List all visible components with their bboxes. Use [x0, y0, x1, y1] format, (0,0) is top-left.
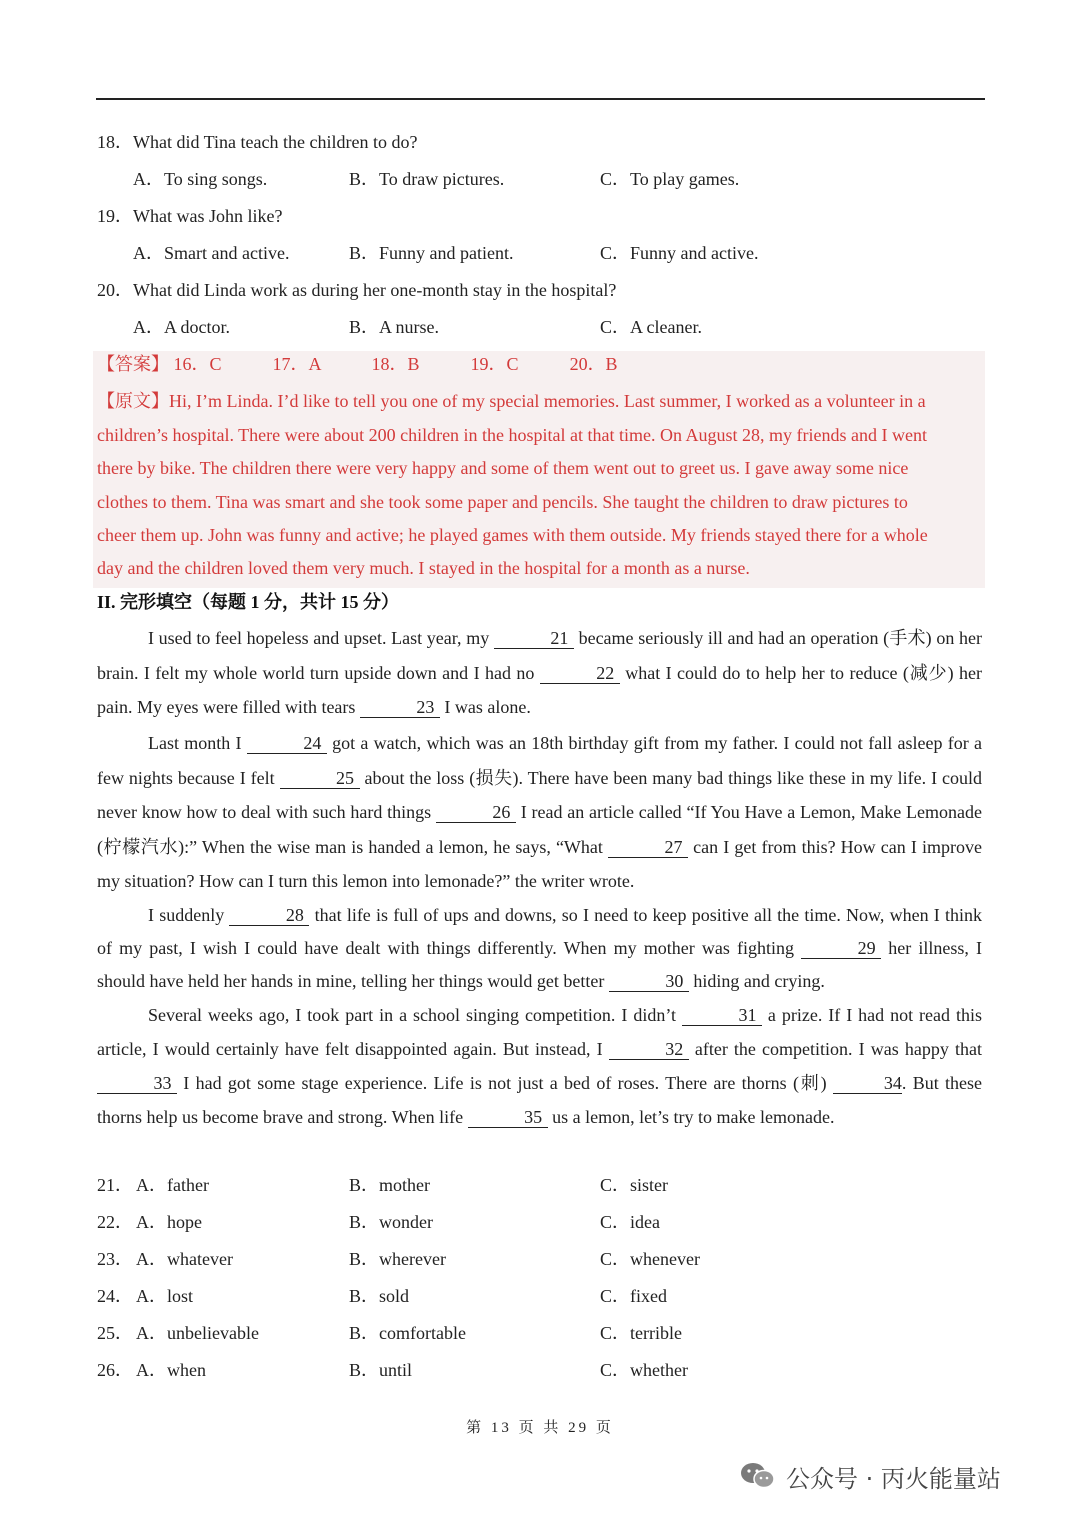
cloze-number: 22．: [97, 1212, 133, 1232]
cloze-option-a: A．father: [136, 1175, 209, 1195]
answer-item: 18．B: [371, 354, 420, 374]
cloze-option-b: B．mother: [349, 1175, 430, 1195]
cloze-option-c: C．sister: [600, 1175, 669, 1195]
section-title: II. 完形填空（每题 1 分，共计 15 分）: [97, 592, 400, 612]
question-20-stem: 20．What did Linda work as during her one-month stay in the hospital?: [97, 280, 617, 300]
cloze-option-a: A．hope: [136, 1212, 202, 1232]
question-19-option-a: A．Smart and active.: [133, 243, 290, 263]
answer-line: [97, 352, 618, 376]
transcript-line: children’s hospital. There were about 200 children in the hospital at that time. On August 28, my friends and I went: [97, 425, 927, 445]
question-20-option-b: B．A nurse.: [349, 317, 439, 337]
cloze-option-b: B．wonder: [349, 1212, 433, 1232]
cloze-option-a: A．when: [136, 1360, 206, 1380]
passage-paragraph-4: Several weeks ago, I took part in a school singing competition. I didn’t 31 a prize. If I had not read this article, I would certainly have felt disappointed again. But instead, I 32 after the competition. I was happy that 33 I had got some stage experience. Life is not just a bed of roses. There are thorns (刺) 34. But these thorns help us become brave and strong. When life 35 us a lemon, let’s try to make lemonade.: [97, 1005, 982, 1127]
transcript-line: clothes to them. Tina was smart and she took some paper and pencils. She taught the children to draw pictures to: [97, 492, 908, 512]
question-18-option-b: B．To draw pictures.: [349, 169, 505, 189]
blank-35: 35: [468, 1107, 548, 1128]
wechat-icon: [740, 1461, 776, 1491]
cloze-number: 23．: [97, 1249, 133, 1269]
answer-item: 16．C: [173, 354, 222, 374]
transcript-line: [97, 389, 926, 413]
question-19-option-c: C．Funny and active.: [600, 243, 759, 263]
transcript-label: 【原文】: [97, 391, 169, 411]
wechat-watermark: [740, 1456, 1001, 1496]
question-20-option-a: A．A doctor.: [133, 317, 230, 337]
blank-31: 31: [682, 1005, 762, 1026]
cloze-option-a: A．whatever: [136, 1249, 233, 1269]
blank-27: 27: [608, 837, 688, 858]
cloze-option-c: C．whether: [600, 1360, 688, 1380]
page-footer: 第 13 页 共 29 页: [466, 1420, 614, 1436]
transcript-line: there by bike. The children there were very happy and some of them went out to greet us. I gave away some nice: [97, 458, 909, 478]
question-18-option-a: A．To sing songs.: [133, 169, 268, 189]
blank-30: 30: [609, 971, 689, 992]
blank-33: 33: [97, 1073, 177, 1094]
blank-25: 25: [280, 768, 360, 789]
answer-item: 19．C: [470, 354, 519, 374]
cloze-number: 25．: [97, 1323, 133, 1343]
cloze-option-b: B．sold: [349, 1286, 410, 1306]
cloze-number: 21．: [97, 1175, 133, 1195]
cloze-option-b: B．wherever: [349, 1249, 446, 1269]
question-19-stem: 19．What was John like?: [97, 206, 283, 226]
blank-21: 21: [494, 628, 574, 649]
transcript-line: cheer them up. John was funny and active; he played games with them outside. My friends stayed there for a whole: [97, 525, 928, 545]
header-rule: [96, 98, 985, 100]
cloze-option-b: B．comfortable: [349, 1323, 466, 1343]
blank-22: 22: [540, 663, 620, 684]
question-18-stem: 18．What did Tina teach the children to do?: [97, 132, 418, 152]
blank-28: 28: [229, 905, 309, 926]
blank-29: 29: [801, 938, 881, 959]
cloze-option-c: C．whenever: [600, 1249, 700, 1269]
cloze-number: 26．: [97, 1360, 133, 1380]
cloze-number: 24．: [97, 1286, 133, 1306]
cloze-option-c: C．idea: [600, 1212, 660, 1232]
transcript-text: Hi, I’m Linda. I’d like to tell you one of my special memories. Last summer, I worked as a volunteer in a: [169, 391, 926, 411]
blank-23: 23: [360, 697, 440, 718]
cloze-option-c: C．fixed: [600, 1286, 667, 1306]
passage-paragraph-3: I suddenly 28 that life is full of ups and downs, so I need to keep positive all the time. Now, when I think of my past, I wish I could have dealt with things differently. When my mother was fighting 29 her illness, I should have held her hands in mine, telling her things would get better 30 hiding and crying.: [97, 905, 982, 991]
answer-item: 17．A: [272, 354, 321, 374]
cloze-option-a: A．unbelievable: [136, 1323, 259, 1343]
blank-32: 32: [609, 1039, 689, 1060]
blank-34: 34: [833, 1073, 902, 1094]
passage-paragraph-1: I used to feel hopeless and upset. Last year, my 21 became seriously ill and had an operation (手术) on her brain. I felt my whole world turn upside down and I had no 22 what I could do to help her to reduce (减少) her pain. My eyes were filled with tears 23 I was alone.: [97, 628, 983, 717]
answer-item: 20．B: [569, 354, 618, 374]
blank-26: 26: [436, 802, 516, 823]
transcript-line: day and the children loved them very much. I stayed in the hospital for a month as a nurse.: [97, 558, 750, 578]
cloze-option-b: B．until: [349, 1360, 413, 1380]
watermark-text: 公众号 · 丙火能量站: [786, 1464, 1001, 1493]
cloze-option-c: C．terrible: [600, 1323, 682, 1343]
question-19-option-b: B．Funny and patient.: [349, 243, 514, 263]
blank-24: 24: [247, 733, 327, 754]
question-20-option-c: C．A cleaner.: [600, 317, 702, 337]
cloze-option-a: A．lost: [136, 1286, 194, 1306]
question-18-option-c: C．To play games.: [600, 169, 740, 189]
passage-paragraph-2: Last month I 24 got a watch, which was an 18th birthday gift from my father. I could not fall asleep for a few nights because I felt 25 about the loss (损失). There have been many bad things like these in my life. I could never know how to deal with such hard things 26 I read an article called “If You Have a Lemon, Make Lemonade (柠檬汽水):” When the wise man is handed a lemon, he says, “What 27 can I get from this? How can I improve my situation? How can I turn this lemon into lemonade?” the writer wrote.: [97, 733, 983, 891]
answer-label: 【答案】: [97, 354, 169, 374]
